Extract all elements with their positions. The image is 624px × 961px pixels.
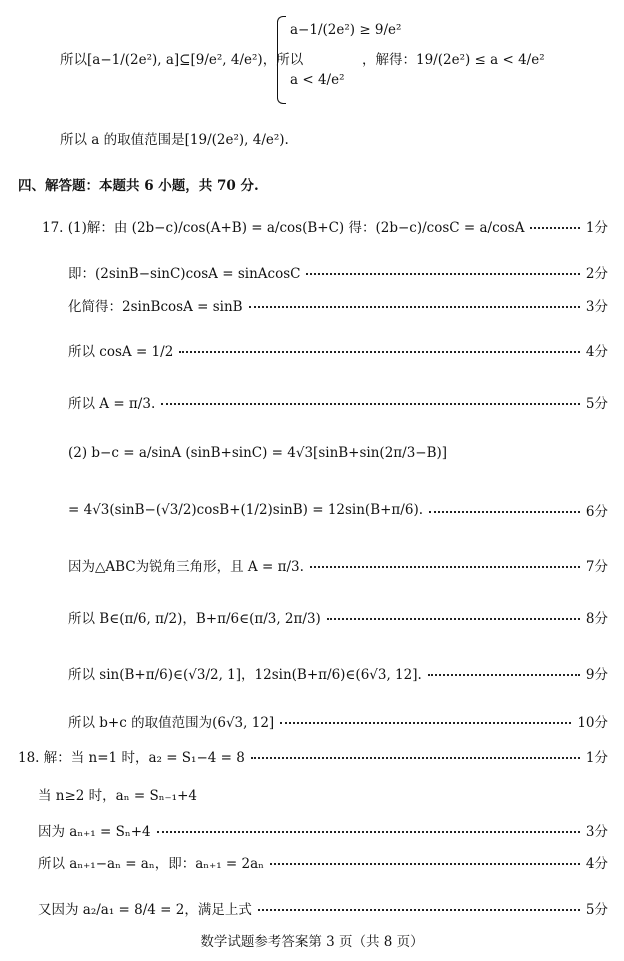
- q17-line: [68, 392, 608, 412]
- q17-line: [68, 555, 608, 575]
- section-header: 四、解答题：本题共 6 小题，共 70 分.: [18, 178, 259, 194]
- score-label: 5分: [585, 396, 608, 412]
- leader-dots: [306, 273, 579, 275]
- q17-line: [68, 445, 608, 461]
- score-label: 4分: [585, 856, 608, 872]
- leader-dots: [251, 757, 580, 759]
- leader-dots: [258, 909, 580, 911]
- q17-text: 所以 cosA = 1/2: [68, 344, 174, 360]
- q17-text: = 4√3(sinB−(√3/2)cosB+(1/2)sinB) = 12sin(B+π/6).: [68, 502, 424, 518]
- score-label: 8分: [585, 611, 608, 627]
- leader-dots: [249, 306, 580, 308]
- score-label: 9分: [585, 667, 608, 683]
- q18-text: 所以 aₙ₊₁−aₙ = aₙ，即：aₙ₊₁ = 2aₙ: [38, 856, 264, 872]
- q17-text: 所以 b+c 的取值范围为(6√3, 12]: [68, 715, 275, 731]
- score-label: 3分: [585, 299, 608, 315]
- q17-text: 所以 B∈(π/6, π/2)，B+π/6∈(π/3, 2π/3): [68, 611, 321, 627]
- q18-line: [38, 820, 608, 840]
- score-label: 1分: [585, 220, 608, 236]
- system-brace: [277, 16, 286, 104]
- score-label: 3分: [585, 824, 608, 840]
- q17-line: [68, 262, 608, 282]
- q17-line: [42, 216, 608, 236]
- top-line-left: 所以[a−1/(2e²), a]⊆[9/e², 4/e²)，所以: [60, 52, 304, 68]
- q17-text: 所以 A = π/3.: [68, 396, 156, 412]
- score-label: 5分: [585, 902, 608, 918]
- q17-text: 化简得：2sinBcosA = sinB: [68, 299, 243, 315]
- q17-text: 因为△ABC为锐角三角形，且 A = π/3.: [68, 559, 304, 575]
- leader-dots: [429, 511, 580, 513]
- q17-text: (2) b−c = a/sinA (sinB+sinC) = 4√3[sinB+sin(2π/3−B)]: [68, 445, 448, 461]
- q18-text: 因为 aₙ₊₁ = Sₙ+4: [38, 824, 151, 840]
- system-line-2: a < 4/e²: [290, 72, 345, 88]
- range-text: 所以 a 的取值范围是[19/(2e²), 4/e²).: [60, 132, 289, 148]
- page-footer: 数学试题参考答案第 3 页（共 8 页）: [200, 934, 424, 950]
- q18-text: 18. 解：当 n=1 时，a₂ = S₁−4 = 8: [18, 750, 245, 766]
- q18-text: 当 n≥2 时，aₙ = Sₙ₋₁+4: [38, 788, 197, 804]
- score-label: 7分: [585, 559, 608, 575]
- q18-text: 又因为 a₂/a₁ = 8/4 = 2，满足上式: [38, 902, 252, 918]
- leader-dots: [157, 831, 580, 833]
- q17-line: [68, 711, 608, 731]
- q18-line: [18, 746, 608, 766]
- q17-line: [68, 500, 608, 520]
- q17-line: [68, 295, 608, 315]
- score-label: 2分: [585, 266, 608, 282]
- leader-dots: [327, 618, 580, 620]
- q17-text: 即：(2sinB−sinC)cosA = sinAcosC: [68, 266, 301, 282]
- solve-text: ，解得：19/(2e²) ≤ a < 4/e²: [362, 52, 545, 68]
- q17-line: [68, 340, 608, 360]
- system-line-1: a−1/(2e²) ≥ 9/e²: [290, 22, 402, 38]
- leader-dots: [428, 674, 580, 676]
- leader-dots: [280, 722, 571, 724]
- score-label: 10分: [577, 715, 608, 731]
- q18-line: [38, 784, 608, 804]
- leader-dots: [161, 403, 580, 405]
- q17-text: 17. (1)解：由 (2b−c)/cos(A+B) = a/cos(B+C) 得：(2b−c)/cosC = a/cosA: [42, 220, 525, 236]
- q17-line: [68, 663, 608, 683]
- q17-text: 所以 sin(B+π/6)∈(√3/2, 1]，12sin(B+π/6)∈(6√3, 12].: [68, 667, 422, 683]
- leader-dots: [530, 227, 579, 229]
- leader-dots: [310, 566, 580, 568]
- q18-line: [38, 852, 608, 872]
- leader-dots: [179, 351, 580, 353]
- q17-line: [68, 607, 608, 627]
- score-label: 4分: [585, 344, 608, 360]
- score-label: 6分: [585, 504, 608, 520]
- q18-line: [38, 898, 608, 918]
- score-label: 1分: [585, 750, 608, 766]
- leader-dots: [270, 863, 580, 865]
